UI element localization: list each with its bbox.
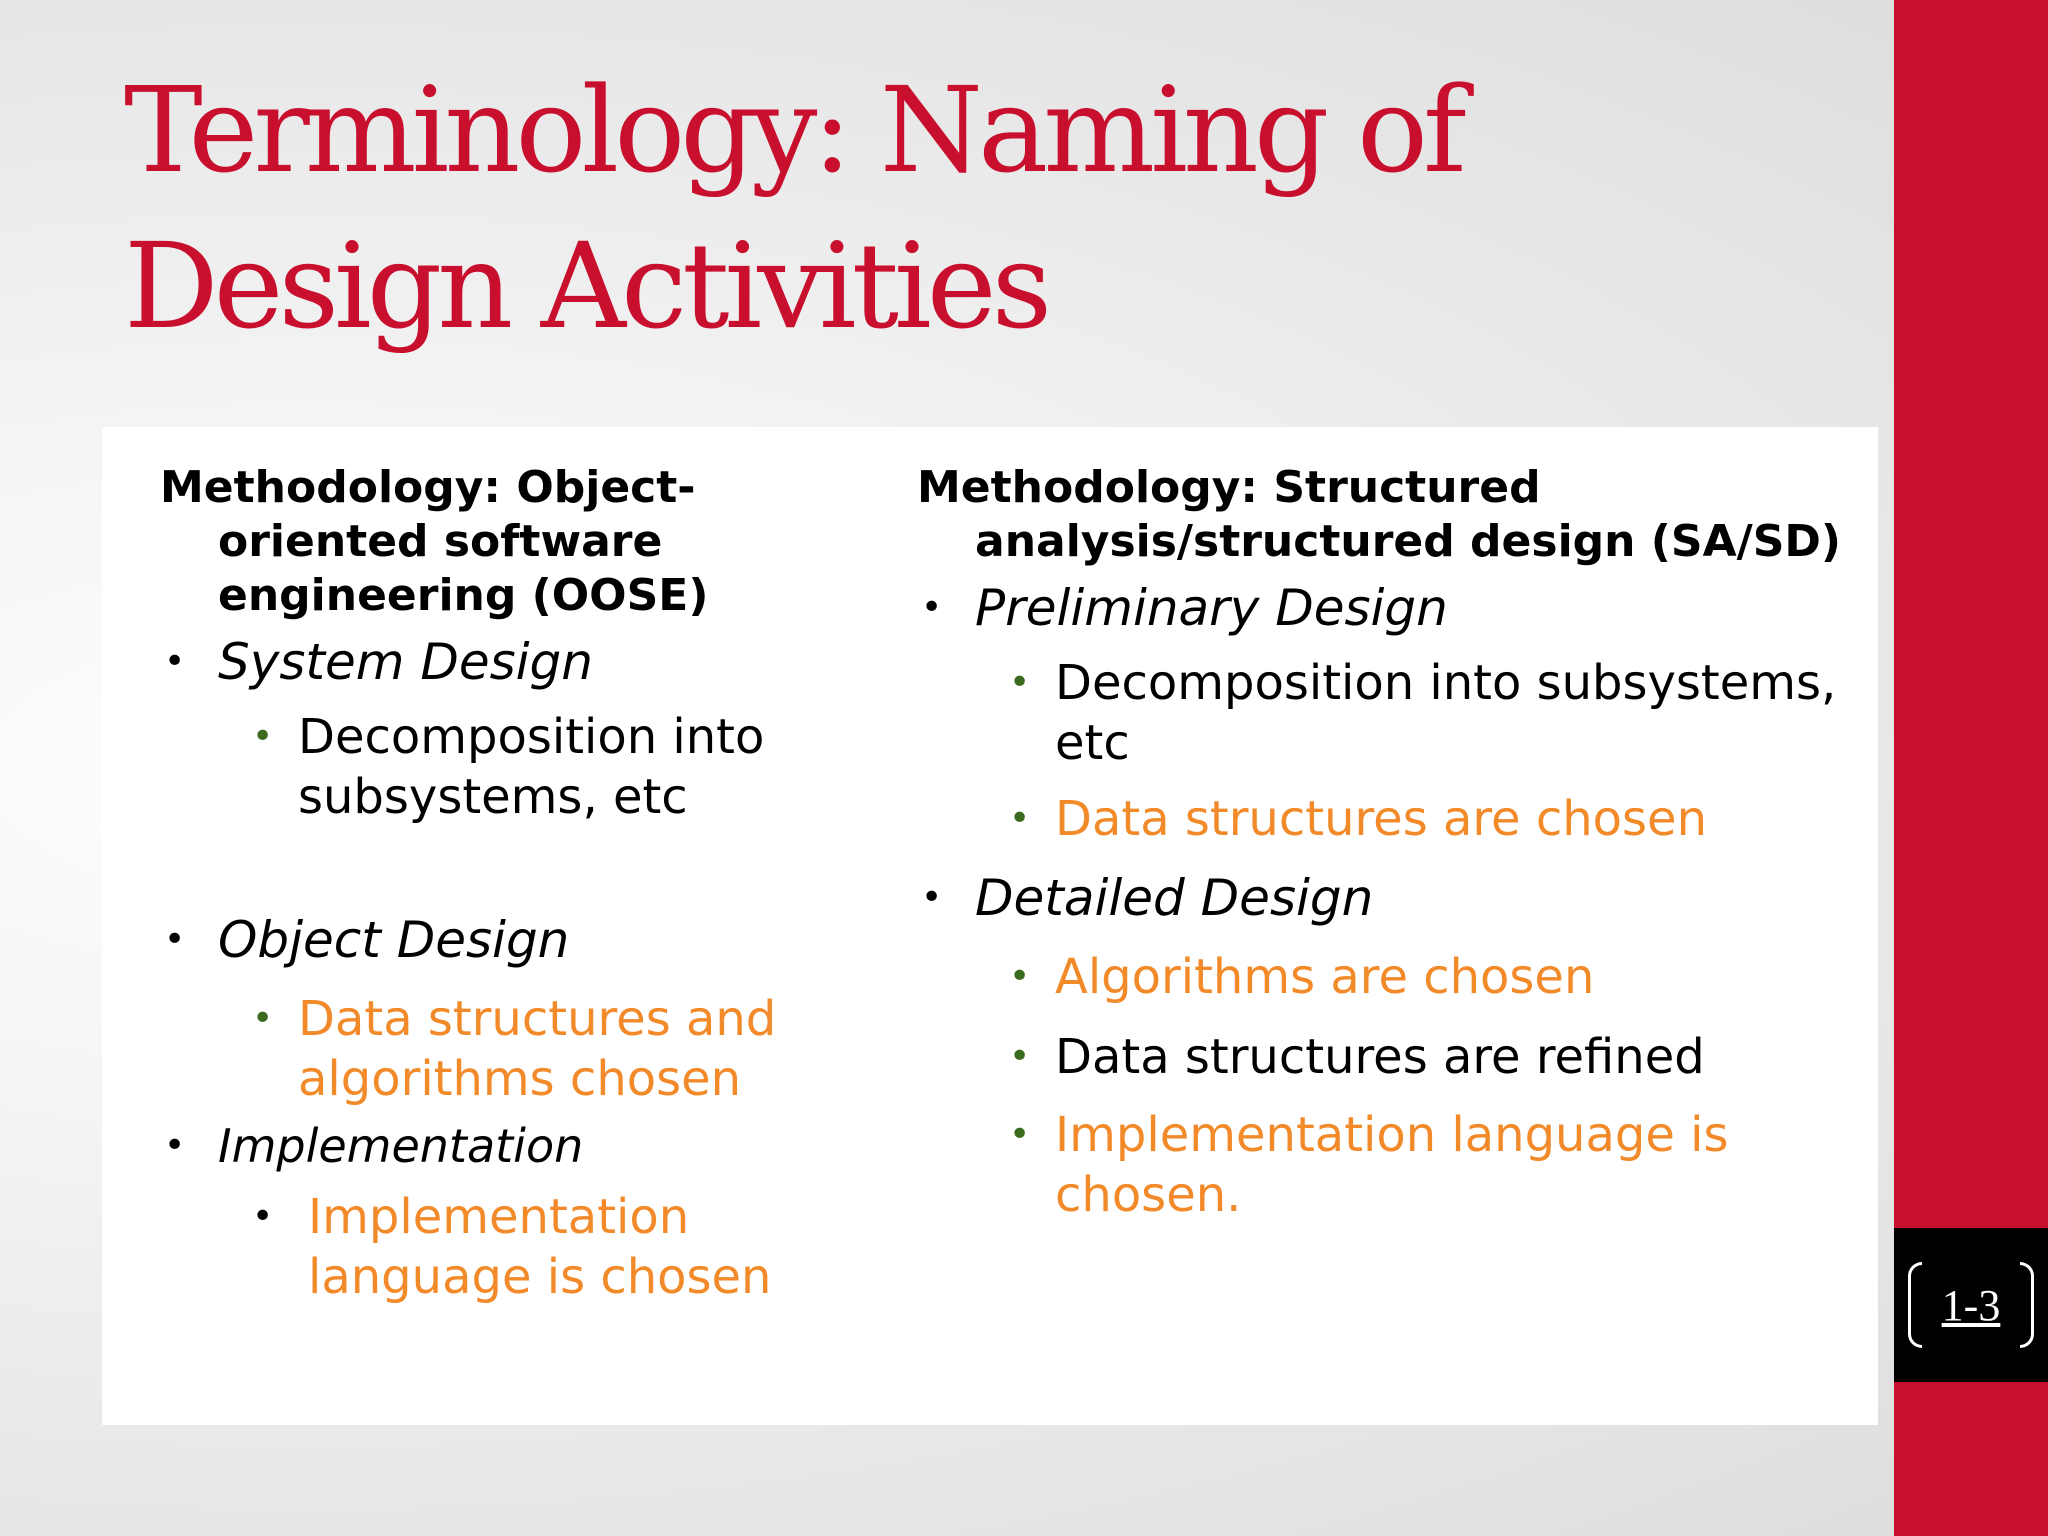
item-label: System Design: [218, 633, 593, 691]
item-label: Implementation: [218, 1119, 584, 1173]
bullet-icon: •: [1009, 798, 1031, 839]
sub-item: [160, 707, 860, 827]
sub-item-text: Algorithms are chosen: [1055, 949, 1595, 1005]
right-bracket-shape: [2020, 1262, 2034, 1348]
bullet-icon: •: [164, 919, 186, 960]
sub-item-text: Decomposition into subsystems, etc: [298, 709, 765, 825]
bullet-icon: •: [164, 641, 186, 682]
sub-item: [917, 789, 1857, 849]
sub-item: [917, 1105, 1857, 1225]
left-bracket-shape: [1908, 1262, 1922, 1348]
item-label: Object Design: [218, 911, 570, 969]
bullet-icon: •: [252, 998, 274, 1039]
bullet-icon: •: [1009, 1114, 1031, 1155]
bullet-icon: •: [921, 587, 943, 628]
bullet-icon: •: [164, 1125, 186, 1166]
list-item: [160, 909, 860, 971]
sub-item-text: Implementation language is chosen: [308, 1189, 772, 1305]
page-number-text: 1-3: [1941, 1280, 2001, 1330]
bullet-icon: •: [1009, 956, 1031, 997]
slide-title: Terminology: Naming of Design Activities: [124, 61, 1462, 355]
bullet-icon: •: [1009, 662, 1031, 703]
item-label: Preliminary Design: [975, 579, 1448, 637]
sub-item-text: Data structures are refined: [1055, 1029, 1705, 1085]
sub-item-text: Data structures are chosen: [1055, 791, 1707, 847]
item-label: Detailed Design: [975, 869, 1374, 927]
sasd-column: [917, 461, 1857, 1225]
sasd-heading: Methodology: Structured analysis/structured design (SA/SD): [917, 462, 1842, 567]
list-item: [160, 1115, 860, 1177]
bullet-icon: •: [252, 716, 274, 757]
bullet-icon: •: [921, 877, 943, 918]
oose-column: [160, 461, 860, 1307]
bullet-icon: •: [1009, 1036, 1031, 1077]
bullet-icon: •: [252, 1196, 274, 1237]
list-item: [160, 631, 860, 693]
sub-item-text: Implementation language is chosen.: [1055, 1107, 1729, 1223]
content-image: [102, 427, 1878, 1425]
sub-item: [160, 989, 860, 1109]
sub-item-text: Data structures and algorithms chosen: [298, 991, 777, 1107]
list-item: [917, 867, 1857, 929]
sub-item: [917, 1027, 1857, 1087]
sub-item: [917, 653, 1857, 773]
sub-item-text: Decomposition into subsystems, etc: [1055, 655, 1837, 771]
sub-item: [917, 947, 1857, 1007]
list-item: [917, 577, 1857, 639]
sub-item: [160, 1187, 860, 1307]
oose-heading: Methodology: Object-oriented software engineering (OOSE): [160, 462, 709, 621]
page-number: [1908, 1262, 2034, 1348]
